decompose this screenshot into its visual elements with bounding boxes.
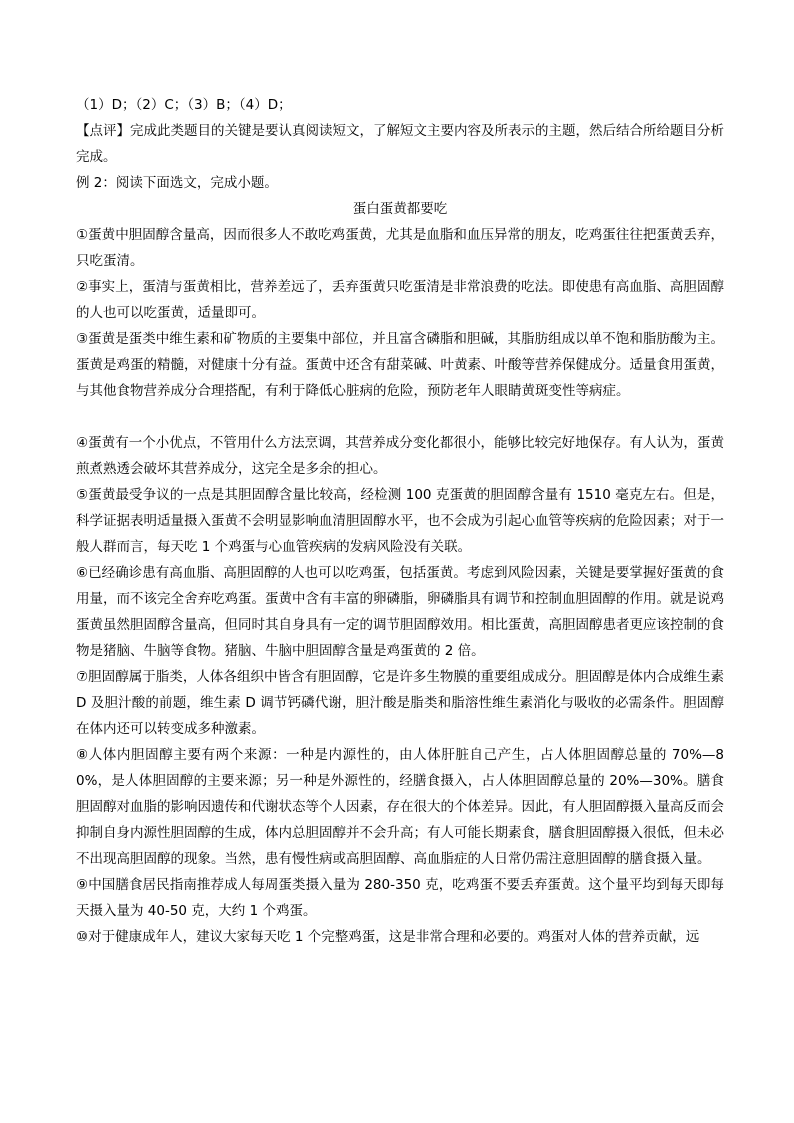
paragraph-7: ⑦胆固醇属于脂类，人体各组织中皆含有胆固醇，它是许多生物膜的重要组成成分。胆固醇是体内合成维生素 D 及胆汁酸的前题，维生素 D 调节钙磷代谢，胆汁酸是脂类和脂溶性维生素消化与吸收的必需条件。胆固醇在体内还可以转变成多种激素。 [76,669,724,737]
comment-paragraph: 【点评】完成此类题目的关键是要认真阅读短文，了解短文主要内容及所表示的主题，然后结合所给题目分析完成。 [76,123,724,165]
answer-line: （1）D；（2）C；（3）B；（4）D； [76,97,292,113]
paragraph-4: ④蛋黄有一个小优点，不管用什么方法烹调，其营养成分变化都很小，能够比较完好地保存。有人认为，蛋黄煎煮熟透会破坏其营养成分，这完全是多余的担心。 [76,435,724,477]
paragraph-6: ⑥已经确诊患有高血脂、高胆固醇的人也可以吃鸡蛋，包括蛋黄。考虑到风险因素，关键是要掌握好蛋黄的食用量，而不该完全舍弃吃鸡蛋。蛋黄中含有丰富的卵磷脂，卵磷脂具有调节和控制血胆固醇的作用。就是说鸡蛋黄虽然胆固醇含量高，但同时其自身具有一定的调节胆固醇效用。相比蛋黄，高胆固醇患者更应该控制的食物是猪脑、牛脑等食物。猪脑、牛脑中胆固醇含量是鸡蛋黄的 2 倍。 [76,565,724,659]
paragraph-5: ⑤蛋黄最受争议的一点是其胆固醇含量比较高，经检测 100 克蛋黄的胆固醇含量有 1510 毫克左右。但是，科学证据表明适量摄入蛋黄不会明显影响血清胆固醇水平，也不会成为引起心血管等疾病的危险因素；对于一般人群而言，每天吃 1 个鸡蛋与心血管疾病的发病风险没有关联。 [76,487,724,555]
article-title: 蛋白蛋黄都要吃 [352,201,448,217]
paragraph-10: ⑩对于健康成年人，建议大家每天吃 1 个完整鸡蛋，这是非常合理和必要的。鸡蛋对人体的营养贡献，远 [76,929,700,945]
paragraph-1: ①蛋黄中胆固醇含量高，因而很多人不敢吃鸡蛋黄，尤其是血脂和血压异常的朋友，吃鸡蛋往往把蛋黄丢弃，只吃蛋清。 [76,227,724,269]
paragraph-gap [76,404,724,430]
paragraph-8: ⑧人体内胆固醇主要有两个来源：一种是内源性的，由人体肝脏自己产生，占人体胆固醇总量的 70%—80%，是人体胆固醇的主要来源；另一种是外源性的，经膳食摄入，占人体胆固醇总量的 20%—30%。膳食胆固醇对血脂的影响因遗传和代谢状态等个人因素，存在很大的个体差异。因此，有人胆固醇摄入量高反而会抑制自身内源性胆固醇的生成，体内总胆固醇并不会升高；有人可能长期素食，膳食胆固醇摄入很低，但未必不出现高胆固醇的现象。当然，患有慢性病或高胆固醇、高血脂症的人日常仍需注意胆固醇的膳食摄入量。 [76,747,724,867]
example-intro: 例 2：阅读下面选文，完成小题。 [76,175,278,191]
paragraph-9: ⑨中国膳食居民指南推荐成人每周蛋类摄入量为 280-350 克，吃鸡蛋不要丢弃蛋黄。这个量平均到每天即每天摄入量为 40-50 克，大约 1 个鸡蛋。 [76,877,724,919]
paragraph-2: ②事实上，蛋清与蛋黄相比，营养差远了，丢弃蛋黄只吃蛋清是非常浪费的吃法。即使患有高血脂、高胆固醇的人也可以吃蛋黄，适量即可。 [76,279,724,321]
paragraph-3: ③蛋黄是蛋类中维生素和矿物质的主要集中部位，并且富含磷脂和胆碱，其脂肪组成以单不饱和脂肪酸为主。蛋黄是鸡蛋的精髓，对健康十分有益。蛋黄中还含有甜菜碱、叶黄素、叶酸等营养保健成分。适量食用蛋黄，与其他食物营养成分合理搭配，有利于降低心脏病的危险，预防老年人眼睛黄斑变性等病症。 [76,331,724,399]
